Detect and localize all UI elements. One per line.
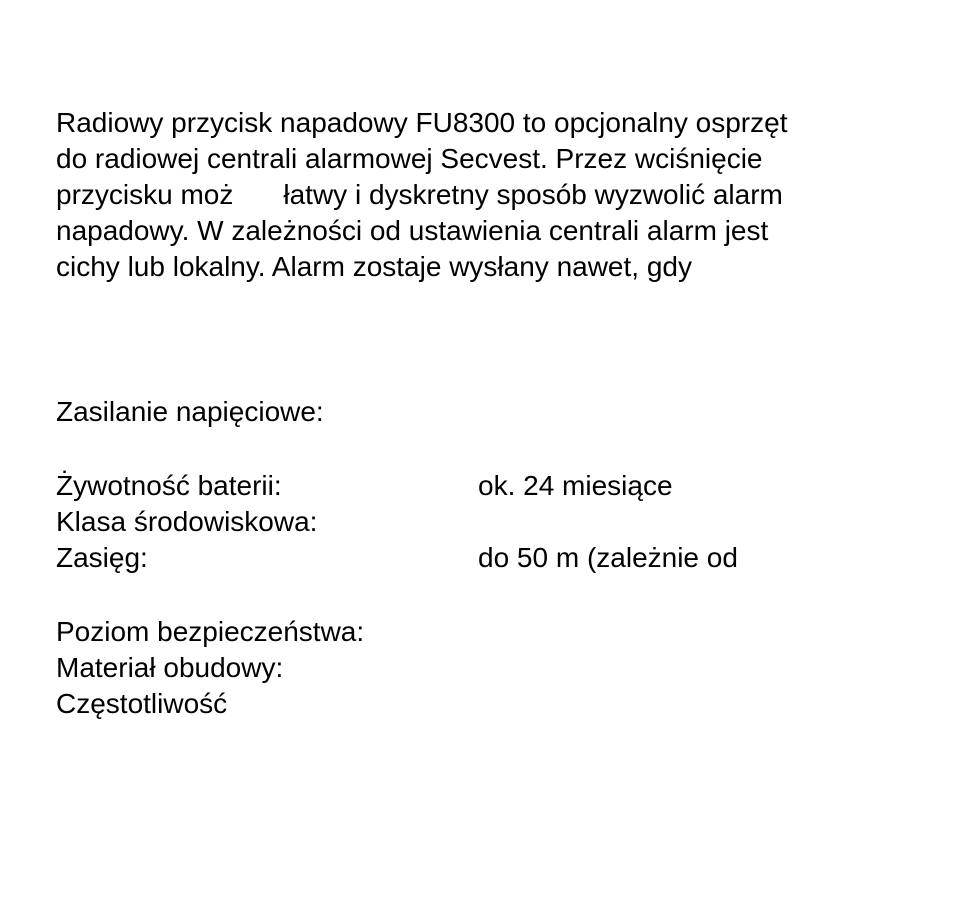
spec-row-range: [56, 540, 916, 576]
description-line-2: do radiowej centrali alarmowej Secvest. Przez wciśnięcie: [56, 143, 763, 174]
spec-value-battery: ok. 24 miesiące: [478, 470, 673, 501]
spec-label-battery: Żywotność baterii:: [56, 470, 282, 501]
spec-row-security-level: [56, 614, 916, 650]
description-line-4: napadowy. W zależności od ustawienia centrali alarm jest: [56, 215, 769, 246]
spec-label-range: Zasięg:: [56, 542, 148, 573]
spec-label-env-class: Klasa środowiskowa:: [56, 506, 318, 537]
spec-row-battery: [56, 468, 916, 504]
spec-row-power: [56, 394, 916, 430]
description-line-1: Radiowy przycisk napadowy FU8300 to opcjonalny osprzęt: [56, 107, 788, 138]
spec-label-housing-material: Materiał obudowy:: [56, 652, 284, 683]
spec-label-security-level: Poziom bezpieczeństwa:: [56, 616, 365, 647]
spec-label-frequency: Częstotliwość: [56, 688, 228, 719]
spec-label-power: Zasilanie napięciowe:: [56, 396, 324, 427]
description-line-3-part-1: przycisku moż: [56, 179, 234, 210]
description-line-3-part-2: łatwy i dyskretny sposób wyzwolić alarm: [283, 179, 783, 210]
spec-row-frequency: [56, 686, 916, 722]
spec-value-range: do 50 m (zależnie od: [478, 542, 738, 573]
spec-row-housing-material: [56, 650, 916, 686]
spec-row-env-class: [56, 504, 916, 540]
description-line-5: cichy lub lokalny. Alarm zostaje wysłany nawet, gdy: [56, 251, 692, 282]
description-line-3: [56, 177, 783, 213]
